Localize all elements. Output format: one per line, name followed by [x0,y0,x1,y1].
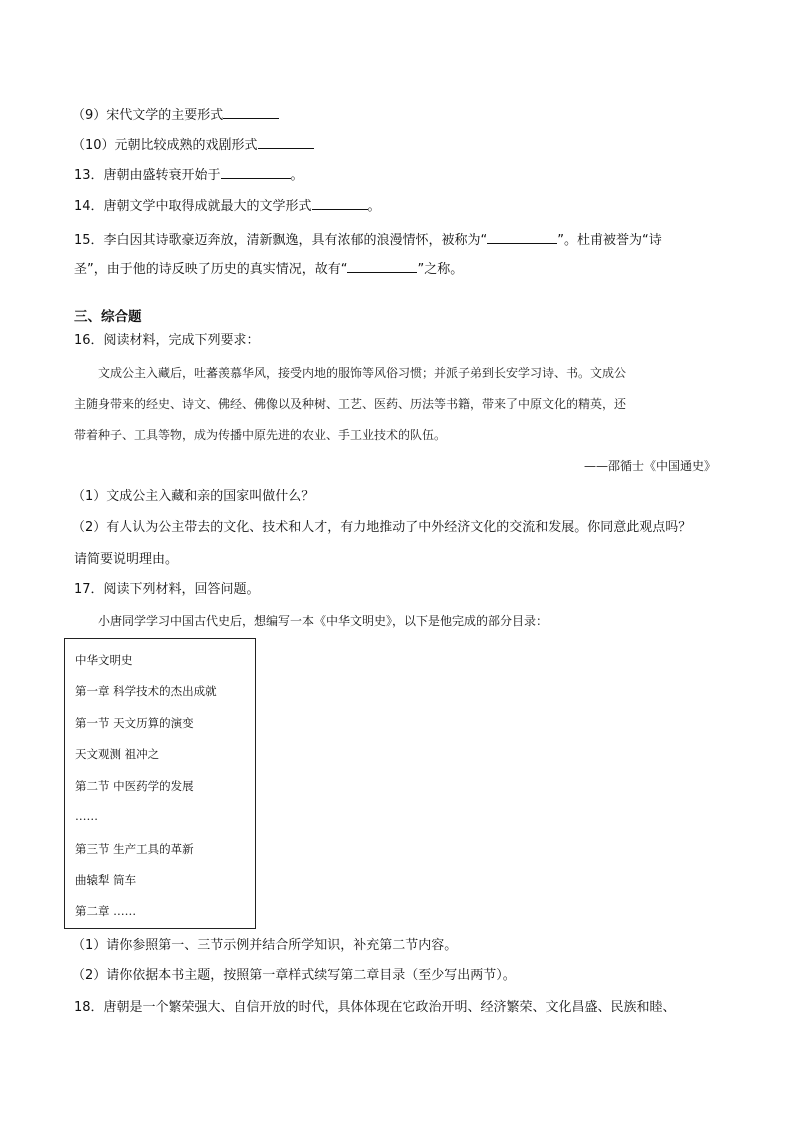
toc-item: 第二章 …… [75,904,137,918]
question-17-sub-2: （2）请你依据本书主题，按照第一章样式续写第二章目录（至少写出两节）。 [72,968,516,983]
question-15-line-2 [74,258,463,279]
question-16-stem: 16．阅读材料，完成下列要求： [74,333,260,348]
toc-item: 第二节 中医药学的发展 [75,779,194,793]
question-15-text-a: 15．李白因其诗歌豪迈奔放，清新飘逸，具有浓郁的浪漫情怀，被称为“ [74,233,488,248]
question-15-line-1 [74,229,662,250]
material-source: ——邵循士《中国通史》 [583,459,716,473]
toc-item: 中华文明史 [75,653,133,667]
question-14 [74,195,381,216]
question-9-text: （9）宋代文学的主要形式 [72,108,224,123]
answer-blank-15a[interactable] [487,229,557,244]
question-14-end: 。 [367,199,381,214]
section-title-comprehensive: 三、综合题 [74,309,142,325]
question-16-sub-1: （1）文成公主入藏和亲的国家叫做什么？ [72,489,315,504]
material-line-1: 文成公主入藏后，吐蕃羡慕华风，接受内地的服饰等风俗习惯；并派子弟到长安学习诗、书。文成公 [98,366,627,380]
answer-blank-14[interactable] [312,195,368,210]
toc-item: 第一章 科学技术的杰出成就 [75,684,217,698]
answer-blank-9[interactable] [223,104,279,119]
question-17-stem: 17．阅读下列材料，回答问题。 [74,582,260,597]
answer-blank-10[interactable] [258,134,314,149]
question-13-end: 。 [290,168,304,183]
question-15-text-c: 圣”，由于他的诗反映了历史的真实情况，故有“ [74,262,348,277]
question-10-text: （10）元朝比较成熟的戏剧形式 [72,138,258,153]
toc-item: …… [75,809,98,823]
toc-item: 第一节 天文历算的演变 [75,716,194,730]
toc-item: 天文观测 祖冲之 [75,747,160,761]
question-9 [72,104,279,125]
question-10 [72,134,314,155]
answer-blank-13[interactable] [221,164,291,179]
question-13-text: 13．唐朝由盛转衰开始于 [74,168,221,183]
toc-item: 第三节 生产工具的革新 [75,842,194,856]
question-17-sub-1: （1）请你参照第一、三节示例并结合所学知识，补充第二节内容。 [72,938,458,953]
question-18-stem: 18．唐朝是一个繁荣强大、自信开放的时代，具体体现在它政治开明、经济繁荣、文化昌盛、民族和睦、 [74,1000,676,1015]
question-15-text-b: ”。杜甫被誉为“诗 [557,233,662,248]
answer-blank-15b[interactable] [347,258,417,273]
question-16-sub-2-line-2: 请简要说明理由。 [74,552,179,567]
question-16-sub-2-line-1: （2）有人认为公主带去的文化、技术和人才，有力地推动了中外经济文化的交流和发展。你同意此观点吗？ [72,520,692,535]
table-of-contents-box [64,638,256,929]
question-14-text: 14．唐朝文学中取得成就最大的文学形式 [74,199,312,214]
question-17-intro: 小唐同学学习中国古代史后，想编写一本《中华文明史》，以下是他完成的部分目录： [98,614,549,628]
question-16-material [74,358,724,451]
toc-item: 曲辕犁 筒车 [75,873,137,887]
material-line-3: 带着种子、工具等物，成为传播中原先进的农业、手工业技术的队伍。 [74,428,447,442]
question-15-text-d: ”之称。 [417,262,464,277]
material-line-2: 主随身带来的经史、诗文、佛经、佛像以及种树、工艺、医药、历法等书籍，带来了中原文化的精英，还 [74,397,627,411]
question-13 [74,164,304,185]
